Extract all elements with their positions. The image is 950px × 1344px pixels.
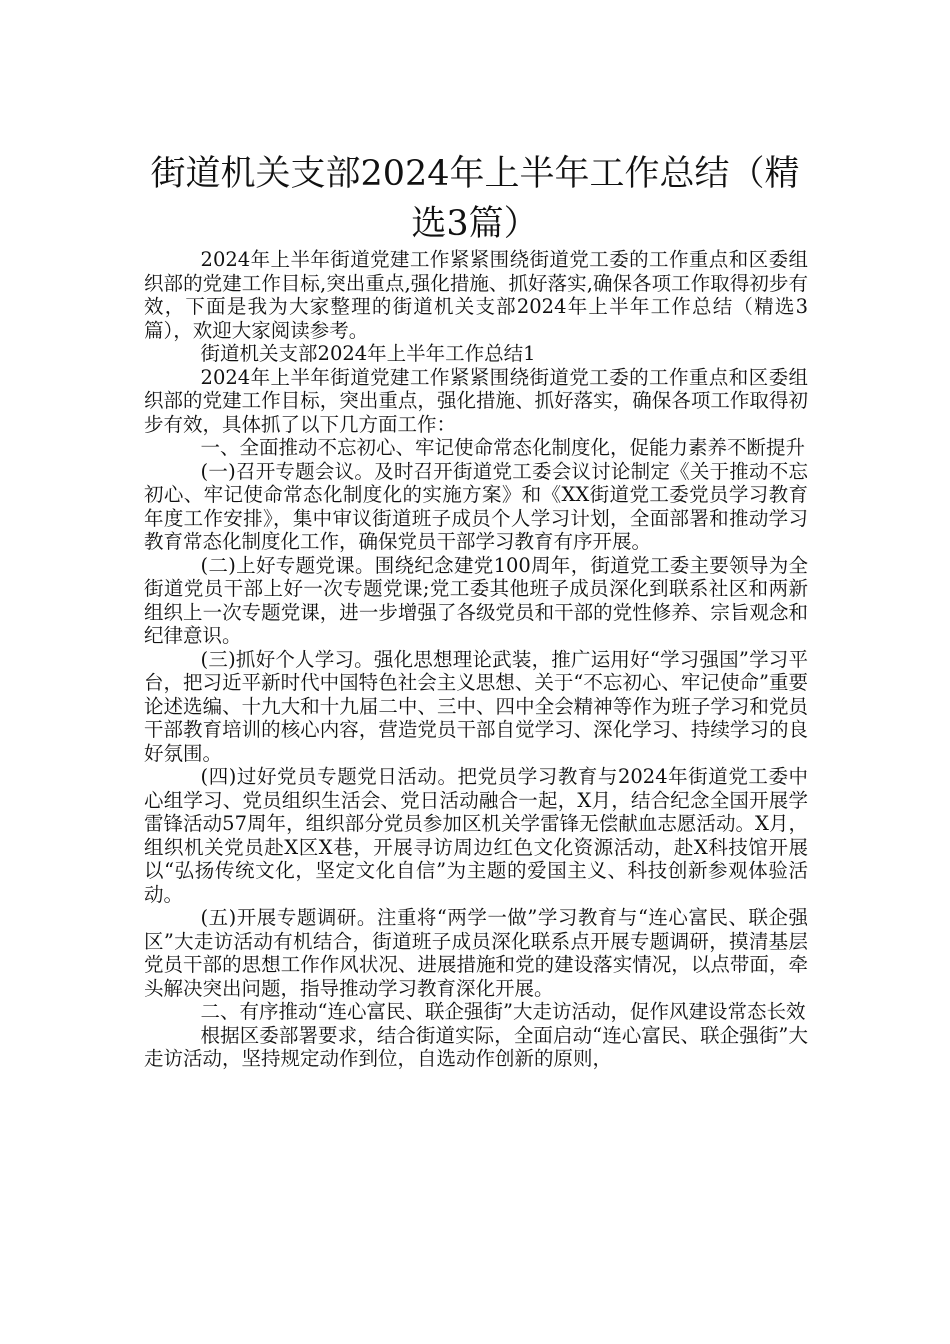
document-body — [144, 248, 808, 1071]
body-paragraph: (二)上好专题党课。围绕纪念建党100周年，街道党工委主要领导为全街道党员干部上好一次专题党课;党工委其他班子成员深化到联系社区和两新组织上一次专题党课，进一步增强了各级党员和干部的党性修养、宗旨观念和纪律意识。 — [144, 553, 808, 647]
body-paragraph: (一)召开专题会议。及时召开街道党工委会议讨论制定《关于推动不忘初心、牢记使命常态化制度化的实施方案》和《XX街道党工委党员学习教育年度工作安排》，集中审议街道班子成员个人学习计划，全面部署和推动学习教育常态化制度化工作，确保党员干部学习教育有序开展。 — [144, 459, 808, 553]
body-paragraph: 根据区委部署要求，结合街道实际，全面启动“连心富民、联企强街”大走访活动，坚持规定动作到位，自选动作创新的原则， — [144, 1023, 808, 1070]
body-paragraph: (五)开展专题调研。注重将“两学一做”学习教育与“连心富民、联企强区”大走访活动有机结合，街道班子成员深化联系点开展专题调研，摸清基层党员干部的思想工作作风状况、进展措施和党的建设落实情况，以点带面，牵头解决突出问题，指导推动学习教育深化开展。 — [144, 906, 808, 1000]
document-title: 街道机关支部2024年上半年工作总结（精选3篇） — [150, 154, 800, 245]
section-heading-2: 二、有序推动“连心富民、联企强街”大走访活动，促作风建设常态长效 — [200, 1000, 806, 1023]
intro-paragraph: 2024年上半年街道党建工作紧紧围绕街道党工委的工作重点和区委组织部的党建工作目标,突出重点,强化措施、抓好落实,确保各项工作取得初步有效，下面是我为大家整理的街道机关支部2024年上半年工作总结（精选3篇），欢迎大家阅读参考。 — [144, 248, 808, 342]
body-paragraph: 2024年上半年街道党建工作紧紧围绕街道党工委的工作重点和区委组织部的党建工作目标，突出重点，强化措施、抓好落实，确保各项工作取得初步有效，具体抓了以下几方面工作： — [144, 365, 808, 436]
body-paragraph: (四)过好党员专题党日活动。把党员学习教育与2024年街道党工委中心组学习、党员组织生活会、党日活动融合一起，X月，结合纪念全国开展学雷锋活动57周年，组织部分党员参加区机关学雷锋无偿献血志愿活动。X月，组织机关党员赴X区X巷，开展寻访周边红色文化资源活动，赴X科技馆开展以“弘扬传统文化，坚定文化自信”为主题的爱国主义、科技创新参观体验活动。 — [144, 765, 808, 906]
section-heading-1: 一、全面推动不忘初心、牢记使命常态化制度化，促能力素养不断提升 — [200, 436, 806, 459]
body-paragraph: (三)抓好个人学习。强化思想理论武装，推广运用好“学习强国”学习平台，把习近平新时代中国特色社会主义思想、关于“不忘初心、牢记使命”重要论述选编、十九大和十九届二中、三中、四中全会精神等作为班子学习和党员干部教育培训的核心内容，营造党员干部自觉学习、深化学习、持续学习的良好氛围。 — [144, 647, 808, 765]
subheading-summary-1: 街道机关支部2024年上半年工作总结1 — [200, 342, 536, 365]
